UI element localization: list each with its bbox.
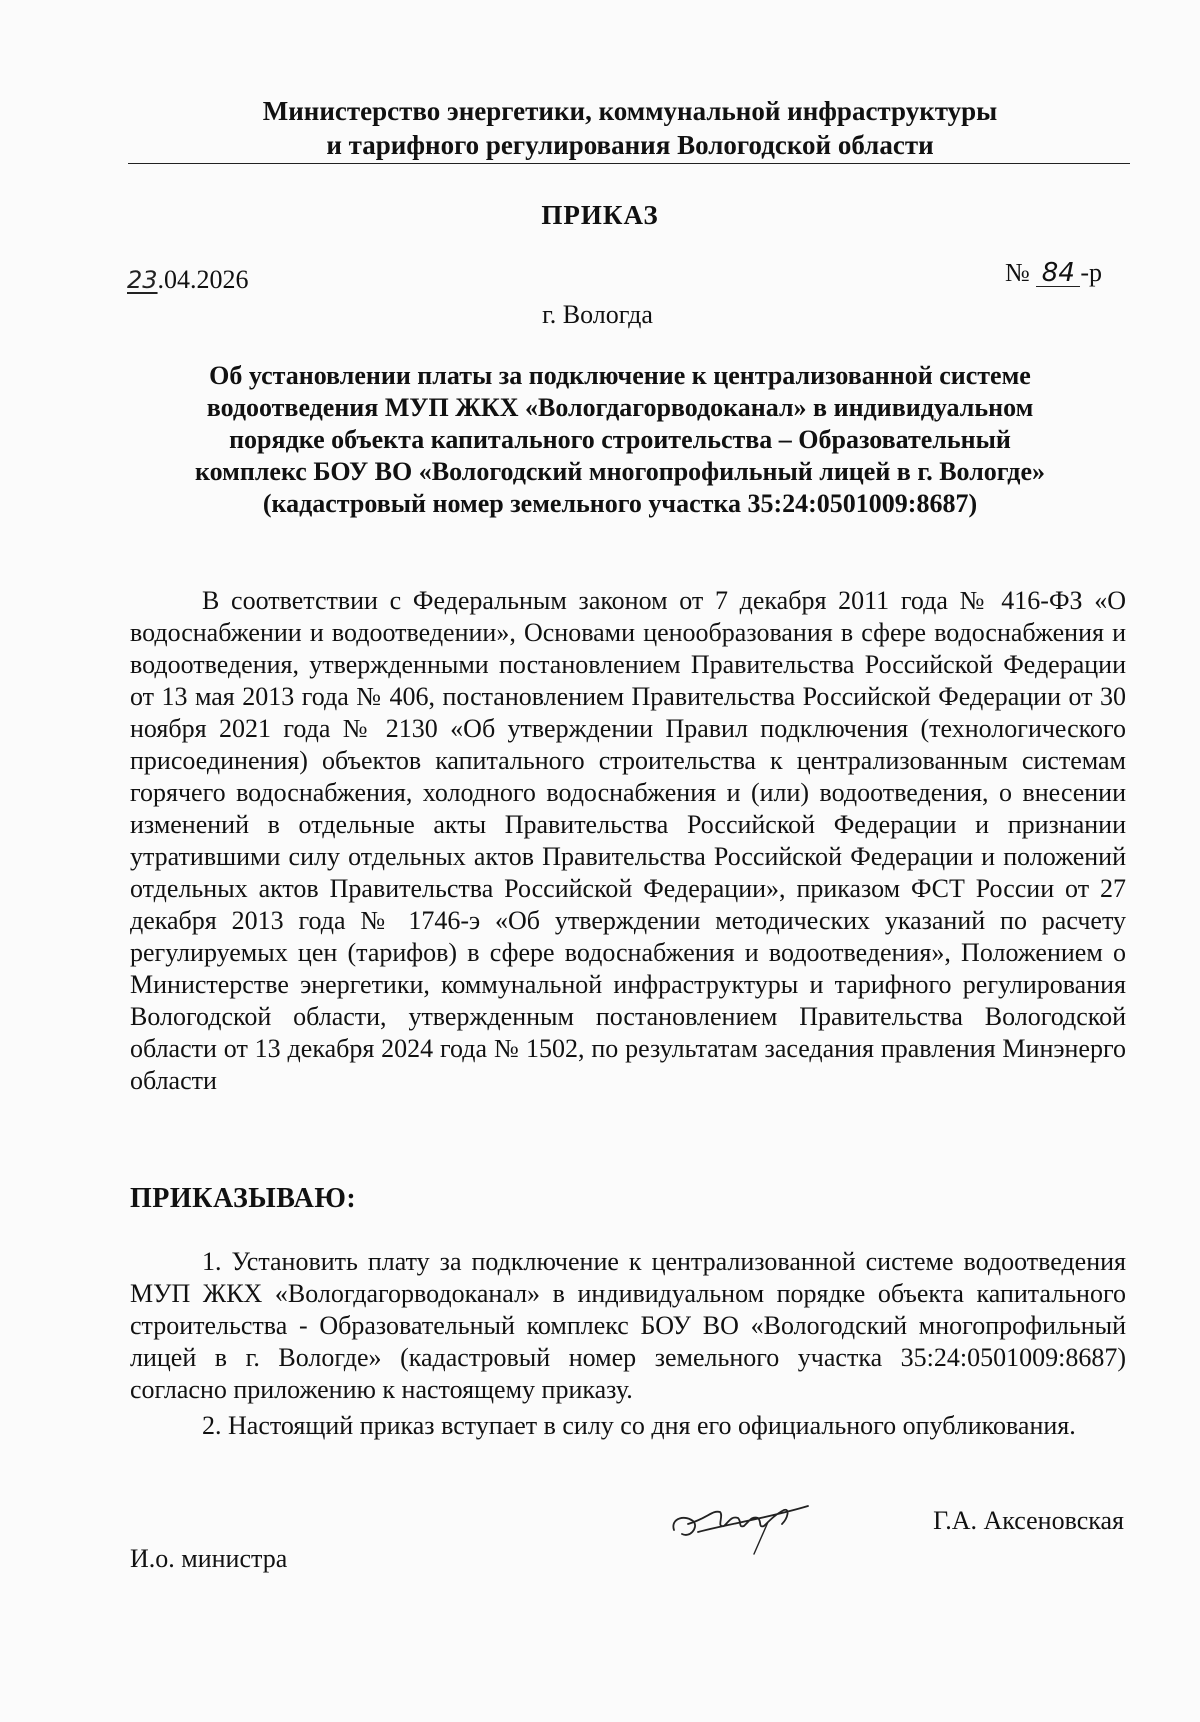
- order-number-handwritten: 84: [1036, 260, 1080, 287]
- order-city: г. Вологда: [542, 300, 653, 329]
- order-number-prefix: №: [1005, 258, 1030, 287]
- handwritten-signature: [668, 1488, 818, 1558]
- signatory-role: И.о. министра: [130, 1544, 288, 1573]
- order-item-1: 1. Установить плату за подключение к централизованной системе водоотведения МУП ЖКХ «Вологдагорводоканал» в индивидуальном порядке объекта капитального строительства - Образовательный комплекс БОУ ВО «Вологодский многопрофильный лицей в г. Вологде» (кадастровый номер земельного участка 35:24:0501009:8687) согласно приложению к настоящему приказу.: [130, 1247, 1126, 1404]
- order-date: [127, 265, 249, 295]
- order-date-rest: .04.2026: [157, 265, 249, 294]
- order-date-day-handwritten: 23: [127, 266, 158, 294]
- preamble-paragraph: В соответствии с Федеральным законом от 7 декабря 2011 года № 416-ФЗ «О водоснабжении и водоотведении», Основами ценообразования в сфере водоснабжения и водоотведения, утвержденными постановлением Правительства Российской Федерации от 13 мая 2013 года № 406, постановлением Правительства Российской Федерации от 30 ноября 2021 года № 2130 «Об утверждении Правил подключения (технологического присоединения) объектов капитального строительства к централизованным системам горячего водоснабжения, холодного водоснабжения и (или) водоотведения, о внесении изменений в отдельные акты Правительства Российской Федерации и признании утратившими силу отдельных актов Правительства Российской Федерации и положений отдельных актов Правительства Российской Федерации», приказом ФСТ России от 27 декабря 2013 года № 1746-э «Об утверждении методических указаний по расчету регулируемых цен (тарифов) в сфере водоснабжения и водоотведения», Положением о Министерстве энергетики, коммунальной инфраструктуры и тарифного регулирования Вологодской области, утвержденным постановлением Правительства Вологодской области от 13 декабря 2024 года № 1502, по результатам заседания правления Минэнерго области: [130, 586, 1126, 1095]
- order-number: [1005, 258, 1102, 288]
- header-divider: [128, 163, 1130, 164]
- order-item-2: 2. Настоящий приказ вступает в силу со дня его официального опубликования.: [202, 1411, 1076, 1440]
- ministry-name-line2: и тарифного регулирования Вологодской области: [326, 130, 934, 160]
- directive-heading: ПРИКАЗЫВАЮ:: [130, 1183, 357, 1214]
- document-title: ПРИКАЗ: [541, 200, 659, 230]
- ministry-name-line1: Министерство энергетики, коммунальной инфраструктуры: [262, 96, 998, 126]
- signatory-name: Г.А. Аксеновская: [933, 1506, 1124, 1535]
- order-subject: Об установлении платы за подключение к централизованной системе водоотведения МУП ЖКХ «Вологдагорводоканал» в индивидуальном порядке объекта капитального строительства – Образовательный комплекс БОУ ВО «Вологодский многопрофильный лицей в г. Вологде» (кадастровый номер земельного участка 35:24:0501009:8687): [194, 361, 1045, 518]
- order-number-suffix: -р: [1080, 258, 1102, 287]
